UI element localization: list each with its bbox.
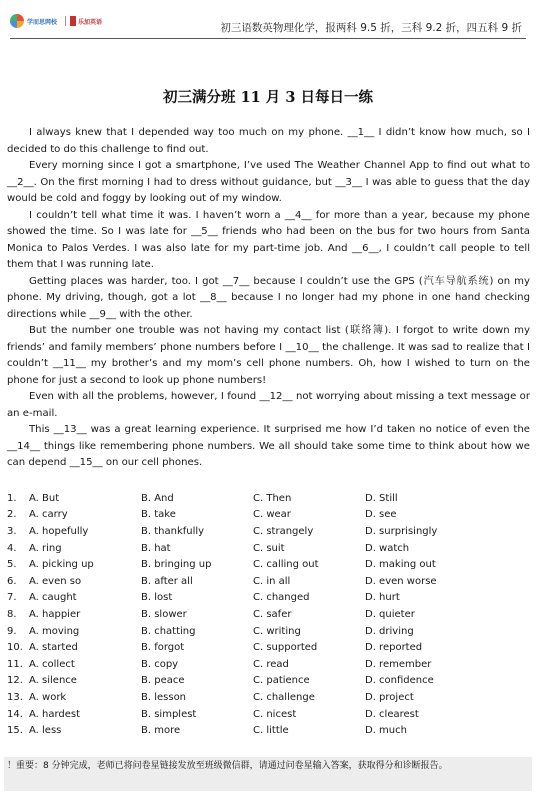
brand-name-1: 学而思网校: [27, 18, 58, 26]
question-number: 7.: [7, 592, 17, 604]
header-divider: [10, 38, 526, 39]
question-number: 6.: [7, 575, 17, 587]
question-number: 5.: [7, 559, 17, 571]
passage-paragraph: Every morning since I got a smartphone, I’ve used The Weather Channel App to find out what to __2__. On the first morning I had to dress without guidance, but __3__ I was able to guess that the day would be cold and foggy by looking out of my window.: [7, 160, 530, 204]
option-row: [7, 673, 529, 690]
option-c: C. strangely: [253, 525, 314, 537]
passage-paragraph: Even with all the problems, however, I found __12__ not worrying about missing a text message or an e-mail.: [7, 391, 530, 419]
option-d: D. see: [365, 509, 397, 521]
option-a: A. picking up: [29, 559, 94, 571]
option-a: A. caught: [29, 592, 77, 604]
option-a: A. even so: [29, 575, 82, 587]
option-row: [7, 490, 529, 507]
passage-paragraph: I always knew that I depended way too much on my phone. __1__ I didn’t know how much, so I decided to do this challenge to find out.: [7, 127, 530, 155]
option-b: B. lost: [141, 592, 173, 604]
option-b: B. more: [141, 725, 181, 737]
question-number: 15.: [7, 725, 23, 737]
option-c: C. calling out: [253, 559, 319, 571]
passage-paragraph: This __13__ was a great learning experience. It surprised me how I’d taken no notice of even the __14__ things like remembering phone numbers. We all should take some time to think about how we can depend __15__ on our cell phones.: [7, 424, 530, 468]
option-b: B. slower: [141, 608, 187, 620]
option-row: [7, 639, 529, 656]
option-c: C. read: [253, 658, 289, 670]
option-c: C. Then: [253, 492, 292, 504]
option-d: D. quieter: [365, 608, 415, 620]
option-a: A. less: [29, 725, 62, 737]
brand-name-2: 乐加英语: [78, 18, 103, 26]
option-row: [7, 656, 529, 673]
question-number: 3.: [7, 525, 17, 537]
logo-divider: [65, 16, 66, 26]
option-d: D. hurt: [365, 592, 400, 604]
option-b: B. peace: [141, 675, 185, 687]
option-d: D. project: [365, 691, 414, 703]
passage-paragraph: Getting places was harder, too. I got __7__ because I couldn’t use the GPS (汽车导航系统) on my phone. My driving, though, got a lot __8__ because I no longer had my phone in one hand checking directions while __9__ with the other.: [7, 275, 530, 320]
option-b: B. thankfully: [141, 525, 205, 537]
page-header: [0, 0, 536, 40]
question-number: 14.: [7, 708, 23, 720]
option-b: B. hat: [141, 542, 171, 554]
option-a: A. hopefully: [29, 525, 89, 537]
brand-logos: [10, 14, 102, 28]
option-row: [7, 606, 529, 623]
option-c: C. little: [253, 725, 289, 737]
passage-paragraph: I couldn’t tell what time it was. I haven’t worn a __4__ for more than a year, because my phone showed the time. So I was late for __5__ friends who had been on the bus for two hours from Santa Monica to Palos Verdes. I was also late for my part-time job. And __6__, I couldn’t call people to tell them that I was running late.: [7, 209, 530, 270]
option-d: D. even worse: [365, 575, 437, 587]
option-a: A. ring: [29, 542, 62, 554]
cloze-passage: [7, 125, 530, 472]
lejia-logo-icon: [70, 16, 76, 26]
question-number: 11.: [7, 658, 23, 670]
notice-box: ！重要：8 分钟完成，老师已将问卷星链接发放至班级微信群，请通过问卷星输入答案，获取得分和诊断报告。: [4, 757, 532, 791]
option-row: [7, 556, 529, 573]
option-d: D. watch: [365, 542, 410, 554]
page-title: 初三满分班 11 月 3 日每日一练: [163, 89, 373, 106]
question-number: 1.: [7, 492, 17, 504]
option-a: A. work: [29, 691, 67, 703]
option-a: A. silence: [29, 675, 77, 687]
option-b: B. forgot: [141, 642, 185, 654]
promo-text: 初三语数英物理化学，报两科 9.5 折，三科 9.2 折，四五科 9 折: [220, 22, 522, 34]
option-row: [7, 722, 529, 739]
option-row: [7, 540, 529, 557]
option-d: D. surprisingly: [365, 525, 438, 537]
option-d: D. making out: [365, 559, 436, 571]
option-d: D. Still: [365, 492, 398, 504]
option-row: [7, 573, 529, 590]
passage-paragraph: But the number one trouble was not having my contact list (联络簿). I forgot to write down my friends’ and family members’ phone numbers before I __10__ the challenge. It was sad to realize that I couldn’t __11__ my brother’s and my mom’s cell phone numbers. Oh, how I wished to turn on the phone for just a second to look up phone numbers!: [7, 325, 530, 386]
option-a: A. carry: [29, 509, 68, 521]
question-number: 4.: [7, 542, 17, 554]
question-number: 10.: [7, 642, 23, 654]
option-row: [7, 689, 529, 706]
option-b: B. copy: [141, 658, 179, 670]
option-row: [7, 590, 529, 607]
question-number: 13.: [7, 691, 23, 703]
option-a: A. happier: [29, 608, 81, 620]
option-a: A. started: [29, 642, 78, 654]
option-row: [7, 507, 529, 524]
question-number: 8.: [7, 608, 17, 620]
option-b: B. bringing up: [141, 559, 212, 571]
option-b: B. after all: [141, 575, 193, 587]
option-c: C. challenge: [253, 691, 315, 703]
option-d: D. driving: [365, 625, 414, 637]
option-a: A. But: [29, 492, 60, 504]
option-c: C. changed: [253, 592, 310, 604]
option-c: C. writing: [253, 625, 301, 637]
option-c: C. suit: [253, 542, 285, 554]
option-d: D. much: [365, 725, 407, 737]
option-c: C. patience: [253, 675, 310, 687]
option-d: D. confidence: [365, 675, 434, 687]
option-c: C. safer: [253, 608, 292, 620]
option-c: C. nicest: [253, 708, 297, 720]
option-row: [7, 523, 529, 540]
option-c: C. wear: [253, 509, 291, 521]
option-c: C. in all: [253, 575, 291, 587]
option-b: B. chatting: [141, 625, 196, 637]
question-number: 2.: [7, 509, 17, 521]
question-number: 12.: [7, 675, 23, 687]
option-a: A. moving: [29, 625, 80, 637]
option-b: B. simplest: [141, 708, 197, 720]
option-row: [7, 623, 529, 640]
option-d: D. remember: [365, 658, 432, 670]
option-b: B. lesson: [141, 691, 187, 703]
option-row: [7, 706, 529, 723]
answer-options: [7, 490, 529, 739]
xueersi-logo-icon: [10, 14, 24, 28]
option-a: A. collect: [29, 658, 75, 670]
option-a: A. hardest: [29, 708, 81, 720]
option-d: D. reported: [365, 642, 423, 654]
option-d: D. clearest: [365, 708, 419, 720]
option-b: B. And: [141, 492, 174, 504]
question-number: 9.: [7, 625, 17, 637]
option-c: C. supported: [253, 642, 318, 654]
option-b: B. take: [141, 509, 176, 521]
